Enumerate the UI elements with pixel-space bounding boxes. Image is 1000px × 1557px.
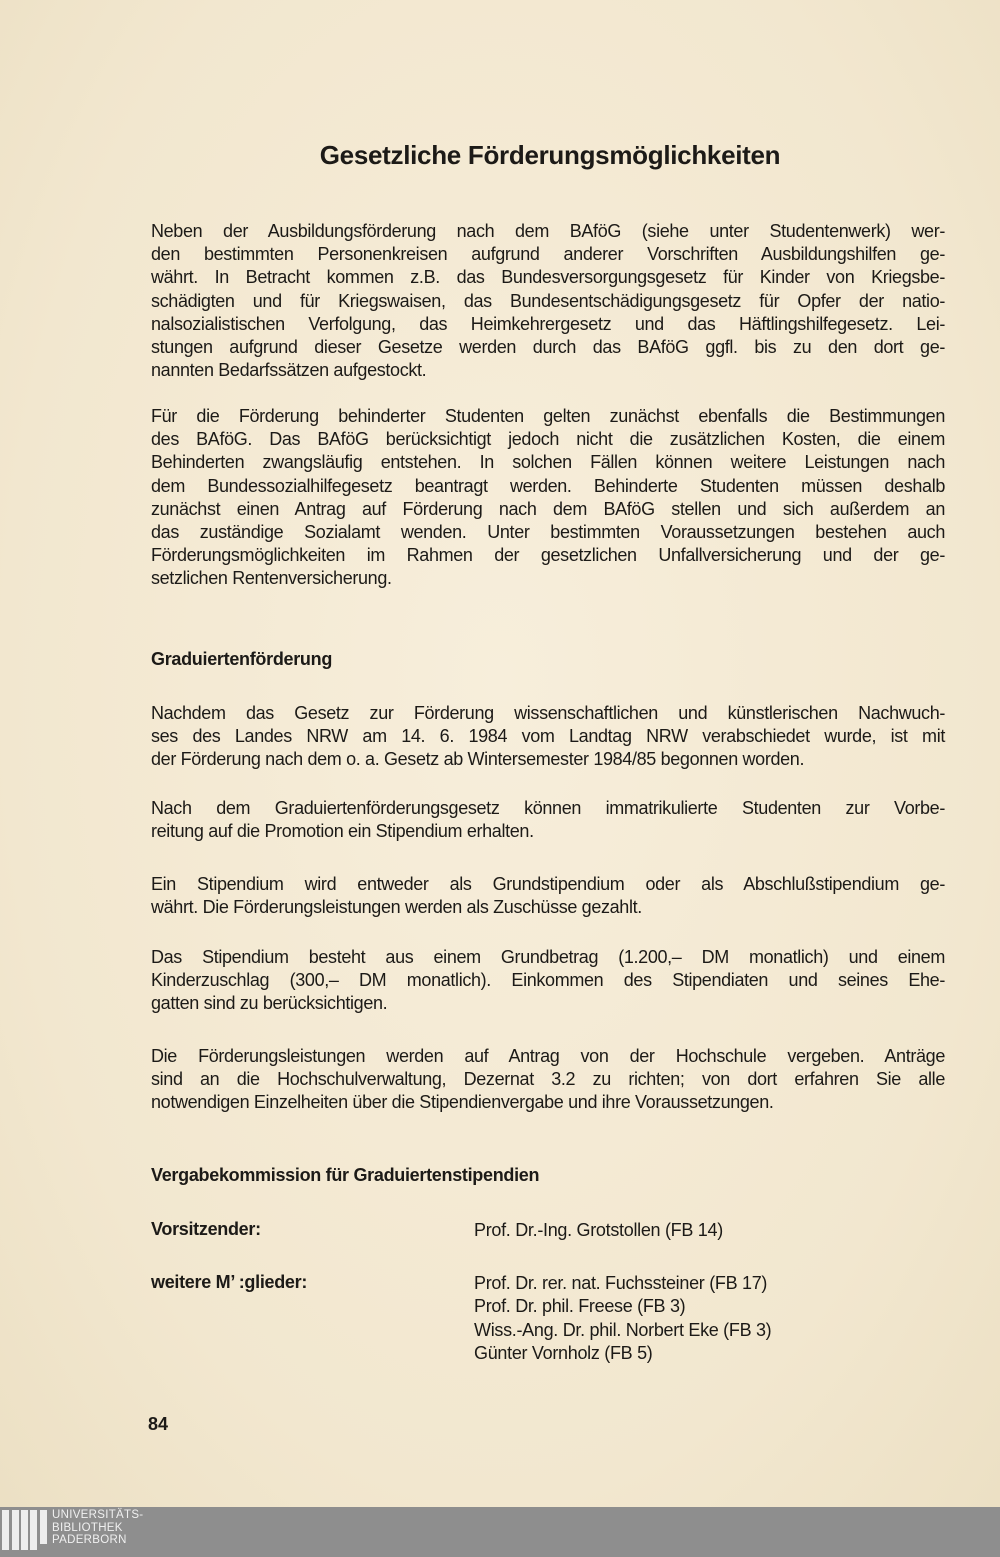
text-line: Für die Förderung behinderter Studenten gelten zunächst ebenfalls die Bestimmungen [151, 406, 945, 426]
paragraph-6 [151, 946, 945, 1016]
paragraph-4 [151, 797, 945, 843]
text-line: Neben der Ausbildungsförderung nach dem BAföG (siehe unter Studentenwerk) wer- [151, 221, 945, 241]
logo-line: UNIVERSITÄTS- [52, 1509, 144, 1521]
paragraph-3 [151, 702, 945, 772]
text-line: stungen aufgrund dieser Gesetze werden durch das BAföG ggfl. bis zu den dort ge- [151, 337, 945, 358]
library-logo-text [52, 1509, 143, 1547]
text-line: nalsozialistischen Verfolgung, das Heimkehrergesetz und das Häftlingshilfegesetz. Lei- [151, 313, 945, 334]
text-line: Das Stipendium besteht aus einem Grundbetrag (1.200,– DM monatlich) und einem [151, 947, 945, 967]
paragraph-7 [151, 1045, 945, 1115]
library-footer-bar [0, 1507, 1000, 1557]
heading-vergabekommission: Vergabekommission für Graduiertenstipendien [151, 1165, 540, 1185]
logo-line: BIBLIOTHEK [52, 1521, 123, 1534]
text-line: notwendigen Einzelheiten über die Stipendienvergabe und ihre Voraussetzungen. [151, 1092, 774, 1113]
members-list [474, 1272, 771, 1365]
member-name: Prof. Dr. rer. nat. Fuchssteiner (FB 17) [474, 1273, 768, 1293]
heading-graduiertenfoerderung: Graduiertenförderung [151, 649, 333, 669]
text-line: zunächst einen Antrag auf Förderung nach dem BAföG stellen und sich außerdem an [151, 498, 945, 519]
text-line: ses des Landes NRW am 14. 6. 1984 vom Landtag NRW verabschiedet wurde, ist mit [151, 726, 945, 747]
member-name: Prof. Dr. phil. Freese (FB 3) [474, 1296, 686, 1317]
text-line: das zuständige Sozialamt wenden. Unter bestimmten Voraussetzungen bestehen auch [151, 522, 945, 543]
member-name: Wiss.-Ang. Dr. phil. Norbert Eke (FB 3) [474, 1319, 772, 1340]
members-label: weitere M’ :glieder: [151, 1272, 308, 1292]
text-line: sind an die Hochschulverwaltung, Dezernat 3.2 zu richten; von dort erfahren Sie alle [151, 1069, 945, 1090]
text-line: Ein Stipendium wird entweder als Grundstipendium oder als Abschlußstipendium ge- [151, 874, 945, 894]
text-line: setzlichen Rentenversicherung. [151, 568, 392, 589]
text-line: Die Förderungsleistungen werden auf Antrag von der Hochschule vergeben. Anträge [151, 1046, 945, 1066]
text-line: gatten sind zu berücksichtigen. [151, 993, 388, 1014]
paragraph-1 [151, 220, 945, 382]
text-line: der Förderung nach dem o. a. Gesetz ab Wintersemester 1984/85 begonnen worden. [151, 749, 805, 770]
text-line: währt. Die Förderungsleistungen werden als Zuschüsse gezahlt. [151, 897, 642, 918]
text-line: Nachdem das Gesetz zur Förderung wissenschaftlichen und künstlerischen Nachwuch- [151, 703, 945, 723]
text-line: des BAföG. Das BAföG berücksichtigt jedoch nicht die zusätzlichen Kosten, die einem [151, 429, 945, 450]
text-line: Behinderten zwangsläufig entstehen. In solchen Fällen können weitere Leistungen nach [151, 452, 945, 473]
text-line: den bestimmten Personenkreisen aufgrund anderer Vorschriften Ausbildungshilfen ge- [151, 244, 945, 265]
text-line: nannten Bedarfssätzen aufgestockt. [151, 360, 427, 381]
chair-name: Prof. Dr.-Ing. Grotstollen (FB 14) [474, 1220, 723, 1240]
logo-line: PADERBORN [52, 1534, 127, 1546]
text-line: dem Bundessozialhilfegesetz beantragt werden. Behinderte Studenten müssen deshalb [151, 475, 945, 496]
text-line: schädigten und für Kriegswaisen, das Bundesentschädigungsgesetz für Opfer der natio- [151, 290, 945, 311]
page-title: Gesetzliche Förderungsmöglichkeiten [319, 140, 781, 170]
text-line: währt. In Betracht kommen z.B. das Bundesversorgungsgesetz für Kinder von Kriegsbe- [151, 267, 945, 288]
paragraph-2 [151, 405, 945, 591]
text-line: Nach dem Graduiertenförderungsgesetz können immatrikulierte Studenten zur Vorbe- [151, 798, 945, 818]
member-name: Günter Vornholz (FB 5) [474, 1342, 653, 1363]
text-line: Kinderzuschlag (300,– DM monatlich). Einkommen des Stipendiaten und seines Ehe- [151, 970, 945, 991]
text-line: Förderungsmöglichkeiten im Rahmen der gesetzlichen Unfallversicherung und der ge- [151, 545, 945, 566]
text-line: reitung auf die Promotion ein Stipendium erhalten. [151, 821, 534, 842]
chair-label: Vorsitzender: [151, 1219, 261, 1239]
page-number: 84 [148, 1414, 169, 1434]
paragraph-5 [151, 873, 945, 919]
